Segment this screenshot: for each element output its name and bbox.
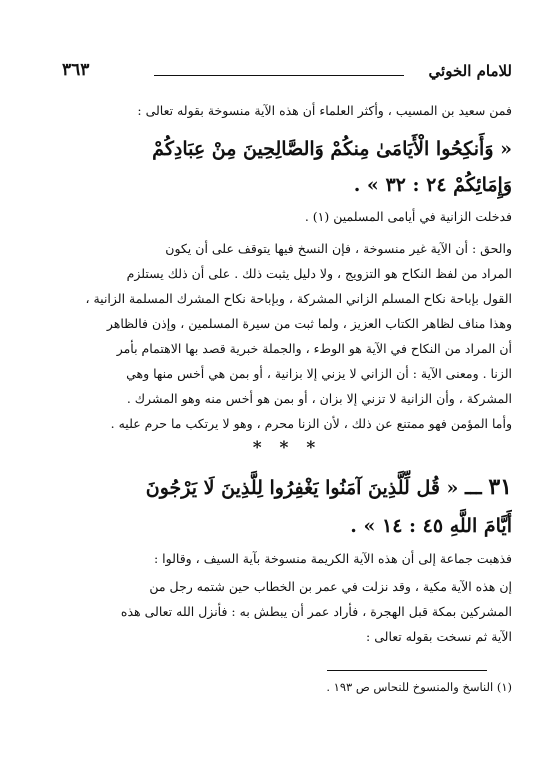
verse-line: ـــ « قُل لِّلَّذِينَ آمَنُوا يَغْفِرُوا لِلَّذِينَ لَا يَرْجُونَ bbox=[145, 477, 482, 499]
page-header bbox=[62, 60, 512, 90]
footnote: (١) الناسخ والمنسوخ للنحاس ص ١٩٣ . bbox=[326, 680, 512, 694]
header-rule bbox=[154, 75, 404, 76]
verse-line: « وَأَنكِحُوا الْأَيَامَىٰ مِنكُمْ وَالصَّالِحِينَ مِنْ عِبَادِكُمْ bbox=[152, 138, 512, 160]
page-number: ٣٦٣ bbox=[62, 60, 90, 80]
verse-line: وَإِمَائِكُمْ ٢٤ : ٣٢ » . bbox=[353, 174, 512, 196]
paragraph-line: المراد من لفظ النكاح هو التزويج ، ولا دليل يثبت ذلك . على أن ذلك يستلزم bbox=[126, 266, 512, 281]
paragraph-line: القول بإباحة نكاح المسلم الزاني المشركة ، وبإباحة نكاح المشرك المسلمة الزانية ، bbox=[85, 291, 512, 306]
paragraph-line: فذهبت جماعة إلى أن هذه الآية الكريمة منسوخة بآية السيف ، وقالوا : bbox=[153, 551, 512, 566]
section-31-verse bbox=[62, 466, 512, 509]
verse-line: أَيَّامَ اللَّهِ ٤٥ : ١٤ » . bbox=[350, 515, 512, 537]
paragraph-line: المشركين بمكة قبل الهجرة ، فأراد عمر أن يبطش به : فأنزل الله تعالى هذه bbox=[120, 604, 512, 619]
paragraph-line: الآية ثم نسخت بقوله تعالى : bbox=[366, 629, 512, 644]
footnote-rule bbox=[327, 670, 487, 671]
paragraph-line: المشركة ، وأن الزانية لا تزني إلا بزان ، أو بمن هو أخس منه وهو المشرك . bbox=[126, 391, 512, 406]
paragraph-line: فمن سعيد بن المسيب ، وأكثر العلماء أن هذه الآية منسوخة بقوله تعالى : bbox=[137, 103, 512, 118]
section-number: ٣١ bbox=[488, 474, 512, 500]
section-separator: * * * bbox=[252, 438, 322, 458]
paragraph-line: الزنا . ومعنى الآية : أن الزاني لا يزني إلا بزانية ، أو بمن هي أخس منها وهي bbox=[126, 366, 512, 381]
paragraph-line: إن هذه الآية مكية ، وقد نزلت في عمر بن الخطاب حين شتمه رجل من bbox=[149, 579, 512, 594]
paragraph-line: والحق : أن الآية غير منسوخة ، فإن النسخ فيها يتوقف على أن يكون bbox=[165, 241, 512, 256]
paragraph-line: أن المراد من النكاح في الآية هو الوطء ، والجملة خبرية قصد بها الاهتمام بأمر bbox=[116, 341, 512, 356]
book-title: للامام الخوئي bbox=[428, 62, 512, 80]
paragraph-line: وهذا مناف لظاهر الكتاب العزيز ، ولما ثبت من سيرة المسلمين ، وإذن فالظاهر bbox=[106, 316, 512, 331]
paragraph-line: وأما المؤمن فهو ممتنع عن ذلك ، لأن الزنا محرم ، وهو لا يرتكب ما حرم عليه . bbox=[110, 416, 512, 431]
paragraph-line: فدخلت الزانية في أيامى المسلمين (١) . bbox=[304, 209, 512, 224]
